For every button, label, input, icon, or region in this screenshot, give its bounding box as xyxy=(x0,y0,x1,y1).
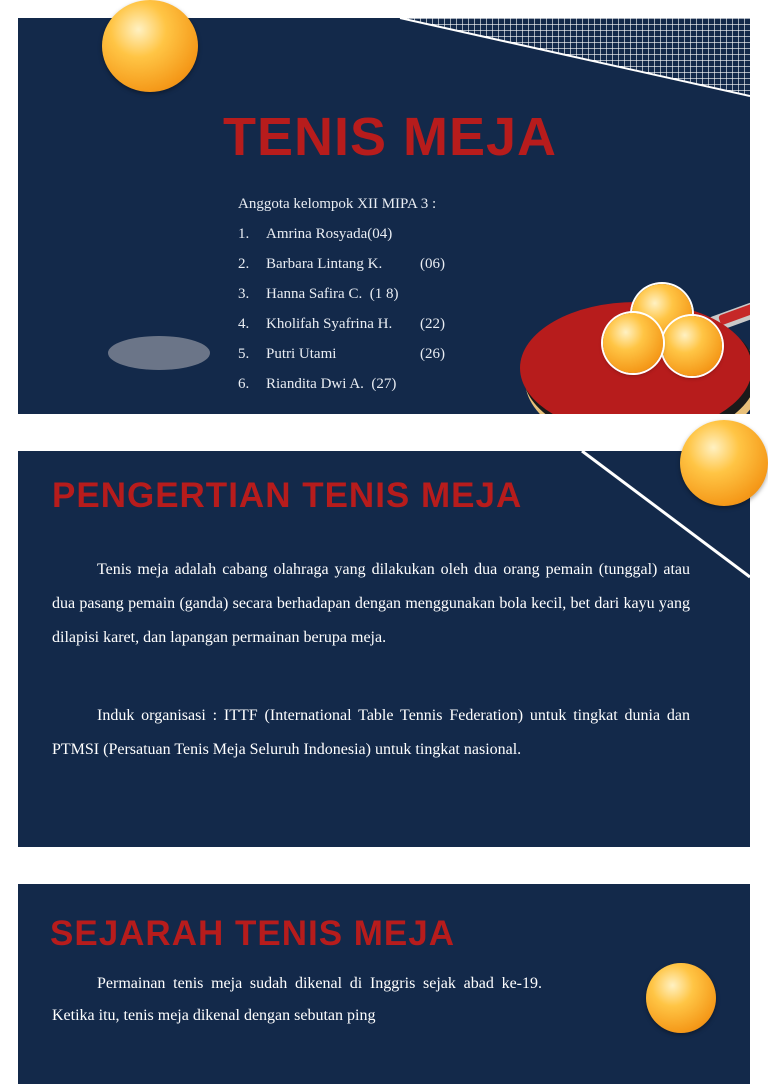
member-list-heading: Anggota kelompok XII MIPA 3 : xyxy=(238,196,437,212)
history-paragraph: Permainan tenis meja sudah dikenal di Inggris sejak abad ke-19. Ketika itu, tenis meja dikenal dengan sebutan ping xyxy=(52,975,542,1024)
organization-paragraph: Induk organisasi : ITTF (International Table Tennis Federation) untuk tingkat dunia dan PTMSI (Persatuan Tenis Meja Seluruh Indonesia) untuk tingkat nasional. xyxy=(52,707,690,758)
item-number: 4. xyxy=(238,316,250,332)
member-code: (22) xyxy=(420,316,445,332)
ping-pong-ball-icon xyxy=(662,316,722,376)
slide-title: PENGERTIAN TENIS MEJA xyxy=(52,476,523,515)
slide-title: TENIS MEJA xyxy=(222,107,558,167)
ping-pong-ball-icon xyxy=(603,313,663,373)
item-number: 5. xyxy=(238,346,250,362)
ping-pong-ball-icon xyxy=(680,420,768,506)
member-name: Amrina Rosyada(04) xyxy=(266,226,393,242)
item-number: 3. xyxy=(238,286,250,302)
slide-title: SEJARAH TENIS MEJA xyxy=(50,914,456,953)
member-name: Kholifah Syafrina H. xyxy=(266,316,393,332)
item-number: 1. xyxy=(238,226,250,242)
member-name: Hanna Safira C. (1 8) xyxy=(266,286,399,302)
member-code: (06) xyxy=(420,256,445,272)
member-code: (26) xyxy=(420,346,445,362)
member-name: Barbara Lintang K. xyxy=(266,256,383,272)
member-name: Putri Utami xyxy=(266,346,337,362)
history-slide xyxy=(18,884,750,1084)
item-number: 6. xyxy=(238,376,250,392)
item-number: 2. xyxy=(238,256,250,272)
definition-paragraph: Tenis meja adalah cabang olahraga yang dilakukan oleh dua orang pemain (tunggal) atau dua pasang pemain (ganda) secara berhadapan dengan menggunakan bola kecil, bet dari kayu yang dilapisi karet, dan lapangan permainan berupa meja. xyxy=(52,561,690,646)
ping-pong-ball-icon xyxy=(646,963,716,1033)
ping-pong-ball-icon xyxy=(102,0,198,92)
definition-slide xyxy=(18,451,750,847)
member-name: Riandita Dwi A. (27) xyxy=(266,376,397,392)
